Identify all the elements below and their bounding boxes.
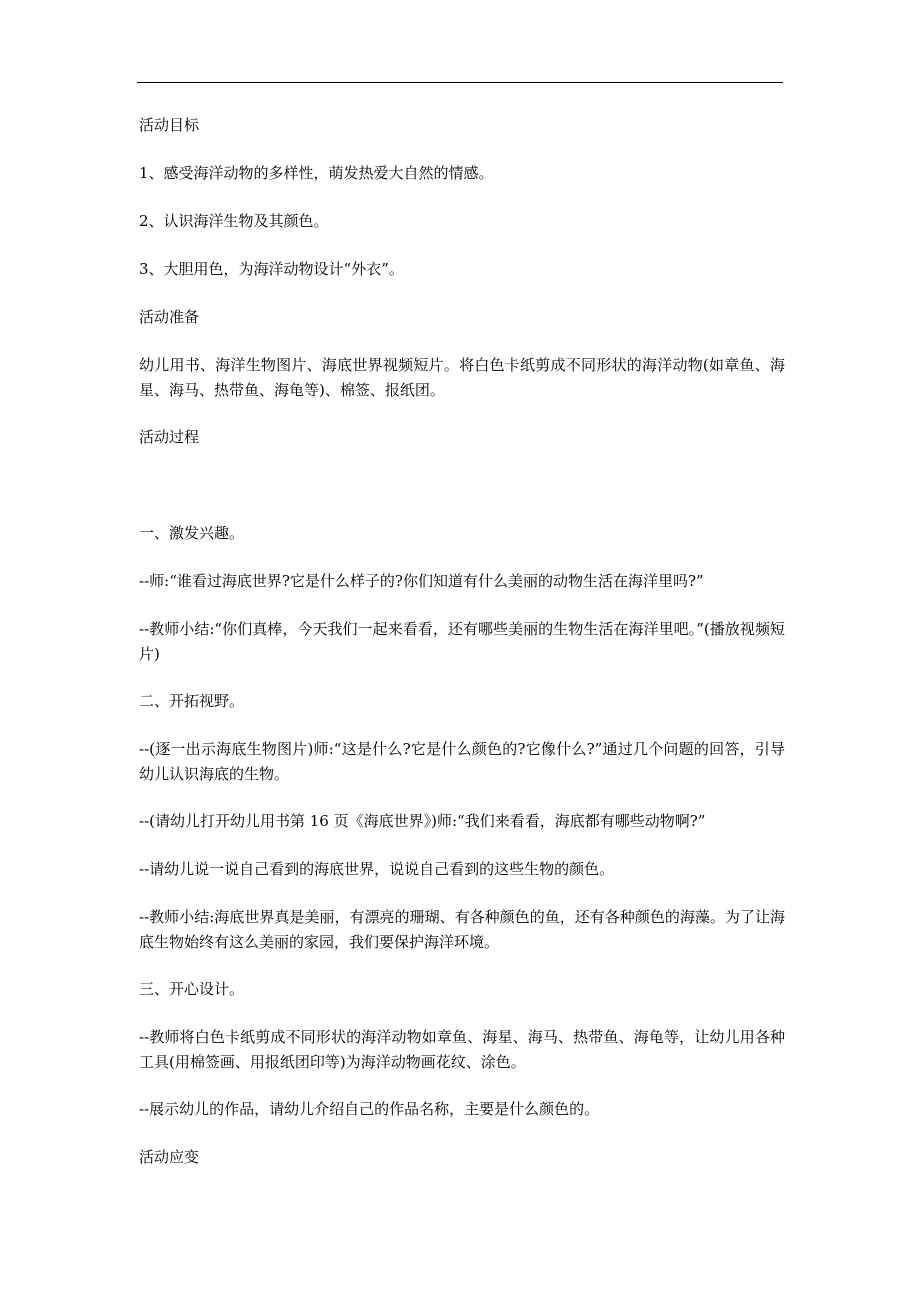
section-3-paragraph-2: --展示幼儿的作品，请幼儿介绍自己的作品名称，主要是什么颜色的。 — [139, 1100, 600, 1118]
heading-goals: 活动目标 — [139, 116, 200, 134]
section-2-paragraph-1: --(逐一出示海底生物图片)师:“这是什么?它是什么颜色的?它像什么?”通过几个问题的回答，引导幼儿认识海底的生物。 — [139, 740, 785, 783]
goal-item-1: 1、感受海洋动物的多样性，萌发热爱大自然的情感。 — [139, 164, 494, 182]
section-1-title: 一、激发兴趣。 — [139, 524, 245, 542]
section-1-paragraph-1: --师:“谁看过海底世界?它是什么样子的?你们知道有什么美丽的动物生活在海洋里吗?” — [139, 572, 704, 590]
section-1-paragraph-2: --教师小结:“你们真棒，今天我们一起来看看，还有哪些美丽的生物生活在海洋里吧。”(播放视频短片) — [139, 620, 785, 663]
heading-preparation: 活动准备 — [139, 308, 200, 326]
section-3-title: 三、开心设计。 — [139, 980, 245, 998]
section-2-paragraph-2: --(请幼儿打开幼儿用书第 16 页《海底世界》)师:“我们来看看，海底都有哪些动物啊?” — [139, 812, 706, 830]
goal-item-3: 3、大胆用色，为海洋动物设计“外衣”。 — [139, 260, 404, 278]
section-3-paragraph-1: --教师将白色卡纸剪成不同形状的海洋动物如章鱼、海星、海马、热带鱼、海龟等，让幼儿用各种工具(用棉签画、用报纸团印等)为海洋动物画花纹、涂色。 — [139, 1028, 785, 1071]
heading-process: 活动过程 — [139, 428, 200, 446]
goal-item-2: 2、认识海洋生物及其颜色。 — [139, 212, 329, 230]
header-rule — [137, 82, 783, 83]
section-2-title: 二、开拓视野。 — [139, 692, 245, 710]
preparation-paragraph: 幼儿用书、海洋生物图片、海底世界视频短片。将白色卡纸剪成不同形状的海洋动物(如章鱼、海星、海马、热带鱼、海龟等)、棉签、报纸团。 — [139, 356, 785, 399]
section-2-paragraph-4: --教师小结:海底世界真是美丽，有漂亮的珊瑚、有各种颜色的鱼，还有各种颜色的海藻。为了让海底生物始终有这么美丽的家园，我们要保护海洋环境。 — [139, 908, 785, 951]
section-2-paragraph-3: --请幼儿说一说自己看到的海底世界，说说自己看到的这些生物的颜色。 — [139, 860, 615, 878]
heading-variation: 活动应变 — [139, 1148, 200, 1166]
